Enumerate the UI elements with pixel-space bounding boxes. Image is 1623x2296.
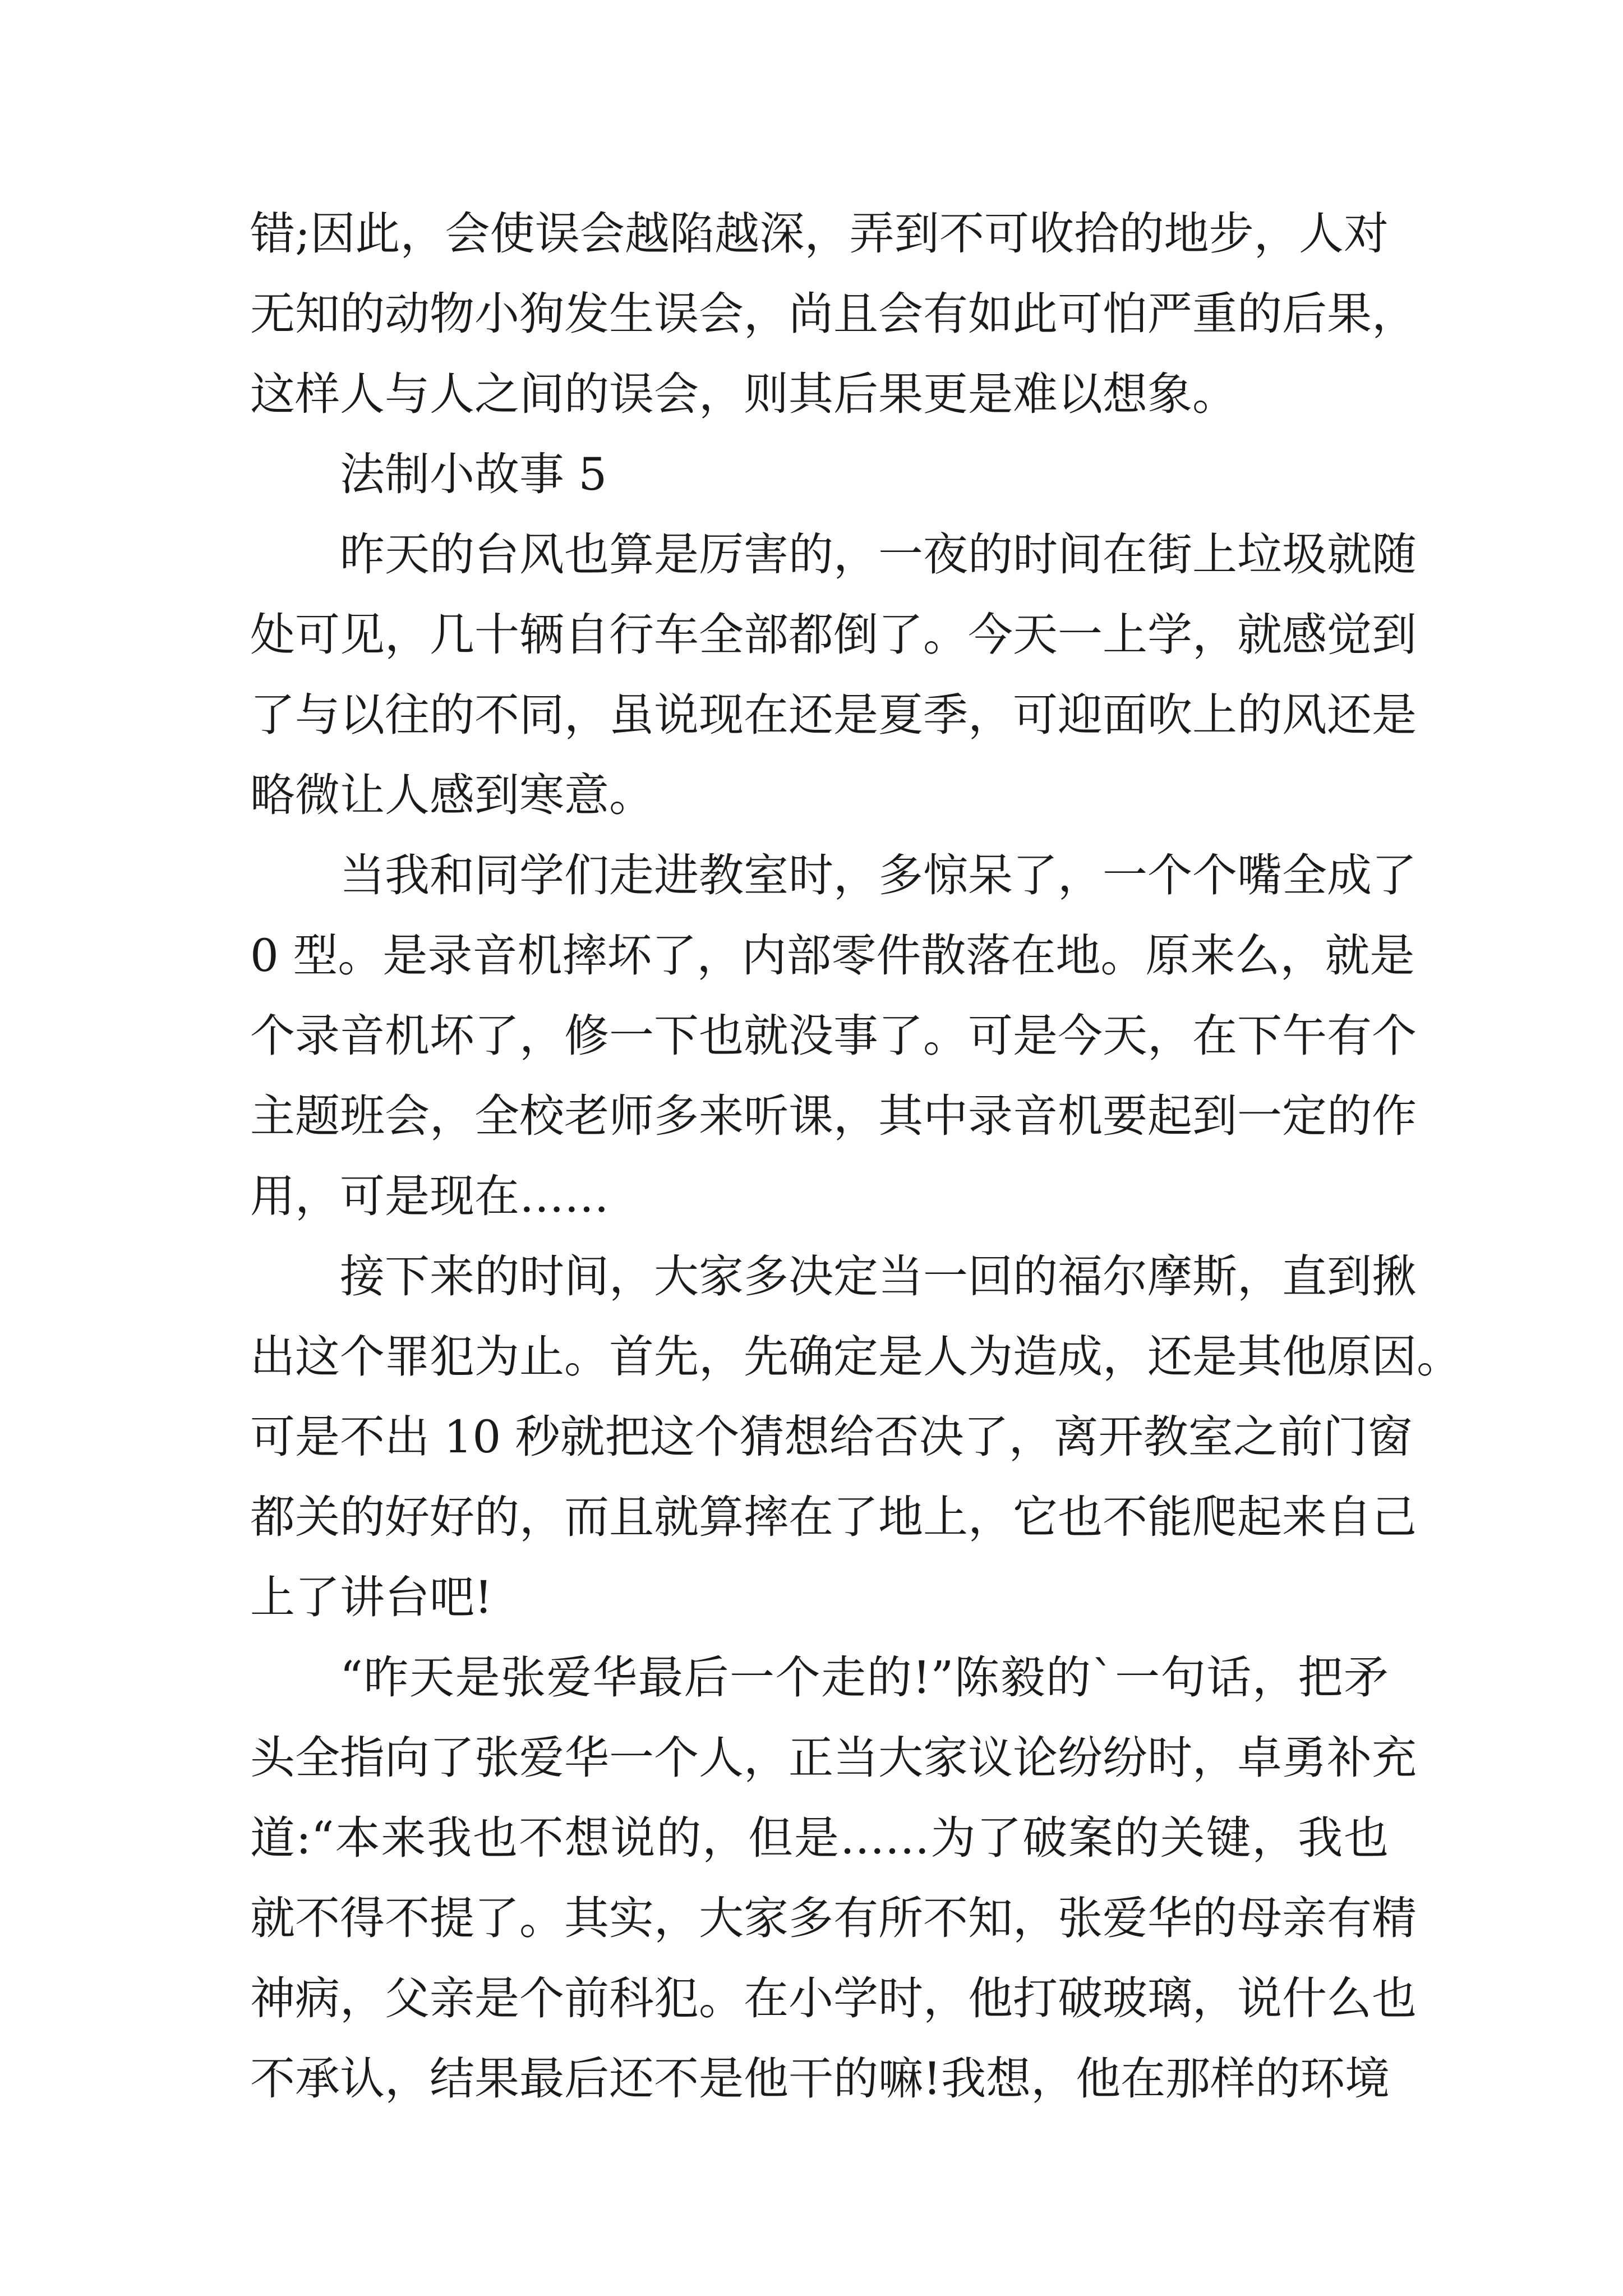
text-line: 就不得不提了。其实，大家多有所不知，张爱华的母亲有精 xyxy=(250,1892,1417,1944)
text-line: 神病，父亲是个前科犯。在小学时，他打破玻璃，说什么也 xyxy=(250,1972,1417,2024)
text-line: 道:“本来我也不想说的，但是……为了破案的关键，我也 xyxy=(250,1812,1389,1864)
paragraph-first-line: 当我和同学们走进教室时，多惊呆了，一个个嘴全成了 xyxy=(340,849,1417,901)
text-line: 错;因此，会使误会越陷越深，弄到不可收拾的地步，人对 xyxy=(250,208,1389,260)
paragraph-first-line: “昨天是张爱华最后一个走的!”陈毅的`一句话，把矛 xyxy=(340,1651,1389,1704)
text-line: 出这个罪犯为止。首先，先确定是人为造成，还是其他原因。 xyxy=(250,1331,1461,1383)
text-line: 头全指向了张爱华一个人，正当大家议论纷纷时，卓勇补充 xyxy=(250,1732,1417,1784)
document-body xyxy=(250,194,1461,2119)
text-line: 无知的动物小狗发生误会，尚且会有如此可怕严重的后果， xyxy=(250,288,1417,340)
text-line: 0 型。是录音机摔坏了，内部零件散落在地。原来么，就是 xyxy=(250,930,1415,982)
text-line: 了与以往的不同，虽说现在还是夏季，可迎面吹上的风还是 xyxy=(250,689,1417,741)
text-line: 用，可是现在…… xyxy=(250,1170,609,1222)
text-line: 这样人与人之间的误会，则其后果更是难以想象。 xyxy=(250,368,1237,420)
section-heading: 法制小故事 5 xyxy=(340,448,607,500)
text-line: 处可见，几十辆自行车全部都倒了。今天一上学，就感觉到 xyxy=(250,609,1417,661)
text-line: 可是不出 10 秒就把这个猜想给否决了，离开教室之前门窗 xyxy=(250,1411,1413,1463)
text-line: 个录音机坏了，修一下也就没事了。可是今天，在下午有个 xyxy=(250,1010,1417,1062)
paragraph-first-line: 接下来的时间，大家多决定当一回的福尔摩斯，直到揪 xyxy=(340,1250,1417,1303)
text-line: 上了讲台吧! xyxy=(250,1571,493,1623)
paragraph-first-line: 昨天的台风也算是厉害的，一夜的时间在街上垃圾就随 xyxy=(340,528,1417,581)
text-line: 不承认，结果最后还不是他干的嘛!我想，他在那样的环境 xyxy=(250,2053,1390,2105)
text-line: 都关的好好的，而且就算摔在了地上，它也不能爬起来自己 xyxy=(250,1491,1417,1543)
text-line: 主题班会，全校老师多来听课，其中录音机要起到一定的作 xyxy=(250,1090,1417,1142)
text-line: 略微让人感到寒意。 xyxy=(250,769,654,821)
